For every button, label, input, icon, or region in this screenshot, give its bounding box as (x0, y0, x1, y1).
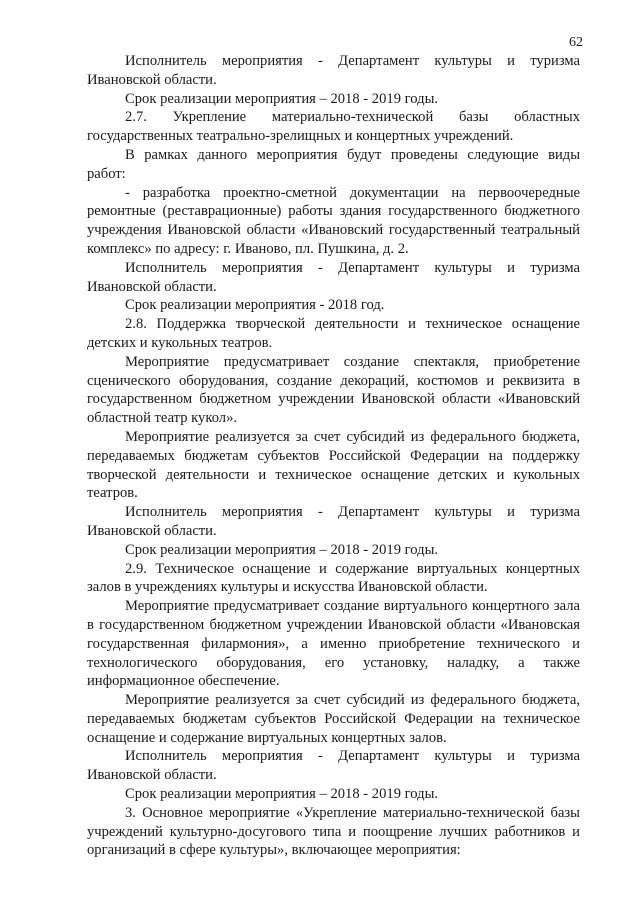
paragraph-description: Мероприятие предусматривает создание виртуального концертного зала в государственном бюджетном учреждении Ивановской области «Ивановская государственная филармония», а именно приобретение технического и технологического оборудования, его установку, наладку, а также информационное обеспечение. (87, 598, 580, 690)
paragraph-funding: Мероприятие реализуется за счет субсидий из федерального бюджета, передаваемых бюджетам субъектов Российской Федерации на техническое оснащение и содержание виртуальных концертных залов. (87, 692, 580, 746)
section-heading-2-7: 2.7. Укрепление материально-технической базы областных государственных театрально-зрелищных и концертных учреждений. (87, 109, 580, 145)
paragraph-funding: Мероприятие реализуется за счет субсидий из федерального бюджета, передаваемых бюджетам субъектов Российской Федерации на поддержку творческой деятельности и техническое оснащение детских и кукольных театров. (87, 428, 580, 502)
section-heading-2-8: 2.8. Поддержка творческой деятельности и техническое оснащение детских и кукольных театров. (87, 316, 580, 351)
paragraph-executor: Исполнитель мероприятия - Департамент культуры и туризма Ивановской области. (87, 259, 580, 295)
page-number: 62 (569, 35, 583, 50)
paragraph-executor: Исполнитель мероприятия - Департамент культуры и туризма Ивановской области. (87, 53, 580, 88)
section-heading-3: 3. Основное мероприятие «Укрепление материально-технической базы учреждений культурно-досугового типа и поощрение лучших работников и организаций в сфере культуры», включающее мероприятия: (87, 804, 580, 859)
paragraph-term: Срок реализации мероприятия - 2018 год. (125, 297, 385, 314)
paragraph-term: Срок реализации мероприятия – 2018 - 2019 годы. (125, 786, 439, 803)
paragraph-description: Мероприятие предусматривает создание спектакля, приобретение сценического оборудования, создание декораций, костюмов и реквизита в государственном бюджетном учреждении Ивановской области «Ивановский областной театр кукол». (87, 353, 580, 427)
paragraph-executor: Исполнитель мероприятия - Департамент культуры и туризма Ивановской области. (87, 748, 580, 784)
paragraph-works-intro: В рамках данного мероприятия будут проведены следующие виды работ: (87, 146, 580, 182)
paragraph-term: Срок реализации мероприятия – 2018 - 2019 годы. (125, 541, 439, 558)
section-heading-2-9: 2.9. Техническое оснащение и содержание виртуальных концертных залов в учреждениях культуры и искусства Ивановской области. (87, 560, 580, 596)
paragraph-executor: Исполнитель мероприятия - Департамент культуры и туризма Ивановской области. (87, 504, 580, 539)
list-item-design-documentation: - разработка проектно-сметной документации на первоочередные ремонтные (реставрационные) работы здания государственного бюджетного учреждения Ивановской области «Ивановский государственный театральный комплекс» по адресу: г. Иваново, пл. Пушкина, д. 2. (87, 184, 580, 257)
body-text (87, 52, 580, 860)
paragraph-term: Срок реализации мероприятия – 2018 - 2019 годы. (125, 90, 439, 107)
